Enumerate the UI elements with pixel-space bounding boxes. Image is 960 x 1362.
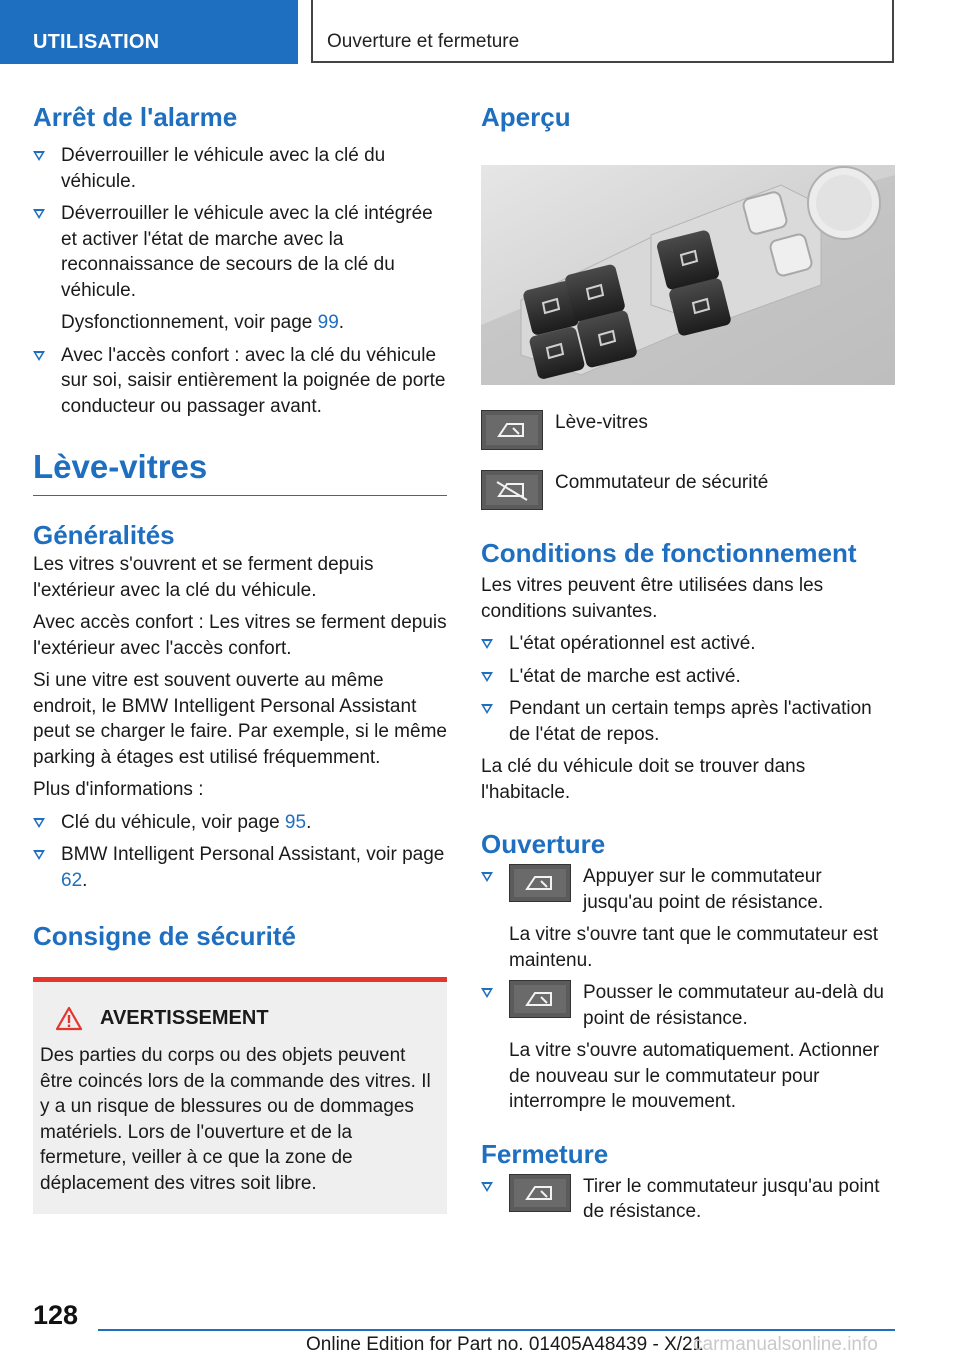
safety-switch-icon — [481, 470, 543, 510]
page-number: 128 — [33, 1300, 79, 1330]
list-item-note: La vitre s'ouvre tant que le commutateur est maintenu. — [509, 924, 879, 971]
list-item: Déverrouiller le véhicule avec la clé du véhicule. — [33, 143, 447, 194]
warning-box — [33, 977, 447, 1214]
windows-heading: Lève-vitres — [33, 445, 447, 496]
triangle-bullet-icon — [33, 151, 45, 161]
section-tab — [0, 0, 298, 64]
triangle-bullet-icon — [481, 639, 493, 649]
alarm-heading: Arrêt de l'alarme — [33, 102, 238, 132]
watermark-text: carmanualsonline.info — [693, 1334, 878, 1355]
closing-list — [481, 1174, 895, 1225]
opening-heading: Ouverture — [481, 829, 606, 859]
footer-rule — [98, 1329, 895, 1331]
warning-triangle-icon — [55, 1006, 83, 1031]
warning-header — [40, 1006, 437, 1031]
paragraph: Les vitres peuvent être utilisées dans les conditions suivantes. — [481, 575, 824, 622]
conditions-list — [481, 631, 895, 747]
window-lift-switch-icon — [481, 410, 543, 450]
window-lift-switch-icon — [509, 980, 571, 1018]
list-item: Avec l'accès confort : avec la clé du véhicule sur soi, saisir entièrement la poignée de porte conducteur ou passager avant. — [33, 343, 447, 420]
paragraph: Les vitres s'ouvrent et se ferment depuis l'extérieur avec la clé du véhicule. — [33, 554, 374, 601]
warning-title: AVERTISSEMENT — [100, 1007, 269, 1029]
page-link[interactable]: 95 — [284, 811, 307, 833]
triangle-bullet-icon — [481, 672, 493, 682]
paragraph: Plus d'informations : — [33, 779, 204, 800]
more-info-list — [33, 810, 447, 894]
list-item: Pousser le commutateur au-delà du point de résistance. La vitre s'ouvre automatiquement. Actionner de nouveau sur le commutateur pour interrompre le mouvement. — [481, 980, 895, 1115]
list-item: Pendant un certain temps après l'activation de l'état de repos. — [481, 696, 895, 747]
paragraph: Avec accès confort : Les vitres se ferment depuis l'extérieur avec l'accès confort. — [33, 612, 447, 659]
page-link[interactable]: 62 — [61, 869, 83, 891]
list-item: Clé du véhicule, voir page 95. — [33, 810, 447, 836]
triangle-bullet-icon — [33, 850, 45, 860]
general-heading: Généralités — [33, 520, 175, 550]
list-item: Déverrouiller le véhicule avec la clé intégrée et activer l'état de marche avec la reconnaissance de secours de la clé du véhicule. Dysfonctionnement, voir page 99. — [33, 201, 447, 336]
conditions-heading: Conditions de fonctionnement — [481, 538, 857, 568]
triangle-bullet-icon — [481, 1182, 493, 1192]
triangle-bullet-icon — [481, 988, 493, 998]
window-lift-switch-icon — [509, 864, 571, 902]
window-lift-switch-icon — [509, 1174, 571, 1212]
section-title: UTILISATION — [33, 31, 160, 53]
list-item: L'état opérationnel est activé. — [481, 631, 895, 657]
alarm-list — [33, 143, 447, 419]
triangle-bullet-icon — [33, 818, 45, 828]
page-link[interactable]: 99 — [317, 312, 339, 333]
paragraph: Si une vitre est souvent ouverte au même endroit, le BMW Intelligent Personal Assistant peut se charger le faire. Par exemple, si le même parking à étages est utilisé fréquemment. — [33, 670, 447, 768]
window-switch-photo — [481, 165, 895, 385]
list-item: L'état de marche est activé. — [481, 664, 895, 690]
list-item: Appuyer sur le commutateur jusqu'au point de résistance. La vitre s'ouvre tant que le commutateur est maintenu. — [481, 864, 895, 973]
list-item-note: Dysfonctionnement, voir page 99. — [61, 312, 345, 333]
edition-text: Online Edition for Part no. 01405A48439 - X/21 — [306, 1334, 704, 1355]
triangle-bullet-icon — [33, 209, 45, 219]
list-item-note: La vitre s'ouvre automatiquement. Actionner de nouveau sur le commutateur pour interrompre le mouvement. — [509, 1040, 880, 1112]
legend-safety-switch — [481, 470, 895, 510]
chapter-title: Ouverture et fermeture — [327, 31, 520, 52]
overview-heading: Aperçu — [481, 102, 571, 132]
closing-heading: Fermeture — [481, 1138, 609, 1169]
left-column — [33, 100, 447, 1214]
legend-label: Commutateur de sécurité — [555, 472, 769, 493]
paragraph: La clé du véhicule doit se trouver dans l'habitacle. — [481, 756, 806, 803]
safety-heading: Consigne de sécurité — [33, 921, 296, 951]
opening-list — [481, 864, 895, 1115]
list-item: Tirer le commutateur jusqu'au point de résistance. — [481, 1174, 895, 1225]
list-item: BMW Intelligent Personal Assistant, voir page 62. — [33, 842, 447, 893]
triangle-bullet-icon — [481, 704, 493, 714]
legend-label: Lève-vitres — [555, 412, 648, 433]
triangle-bullet-icon — [33, 351, 45, 361]
chapter-header — [311, 0, 894, 63]
legend-window-lift — [481, 410, 895, 450]
right-column — [481, 100, 895, 1232]
triangle-bullet-icon — [481, 872, 493, 882]
warning-text: Des parties du corps ou des objets peuvent être coincés lors de la commande des vitres. Il y a un risque de blessures ou de dommages matériels. Lors de l'ouverture et de la fermeture, veiller à ce que la zone de déplacement des vitres soit libre. — [40, 1045, 431, 1194]
